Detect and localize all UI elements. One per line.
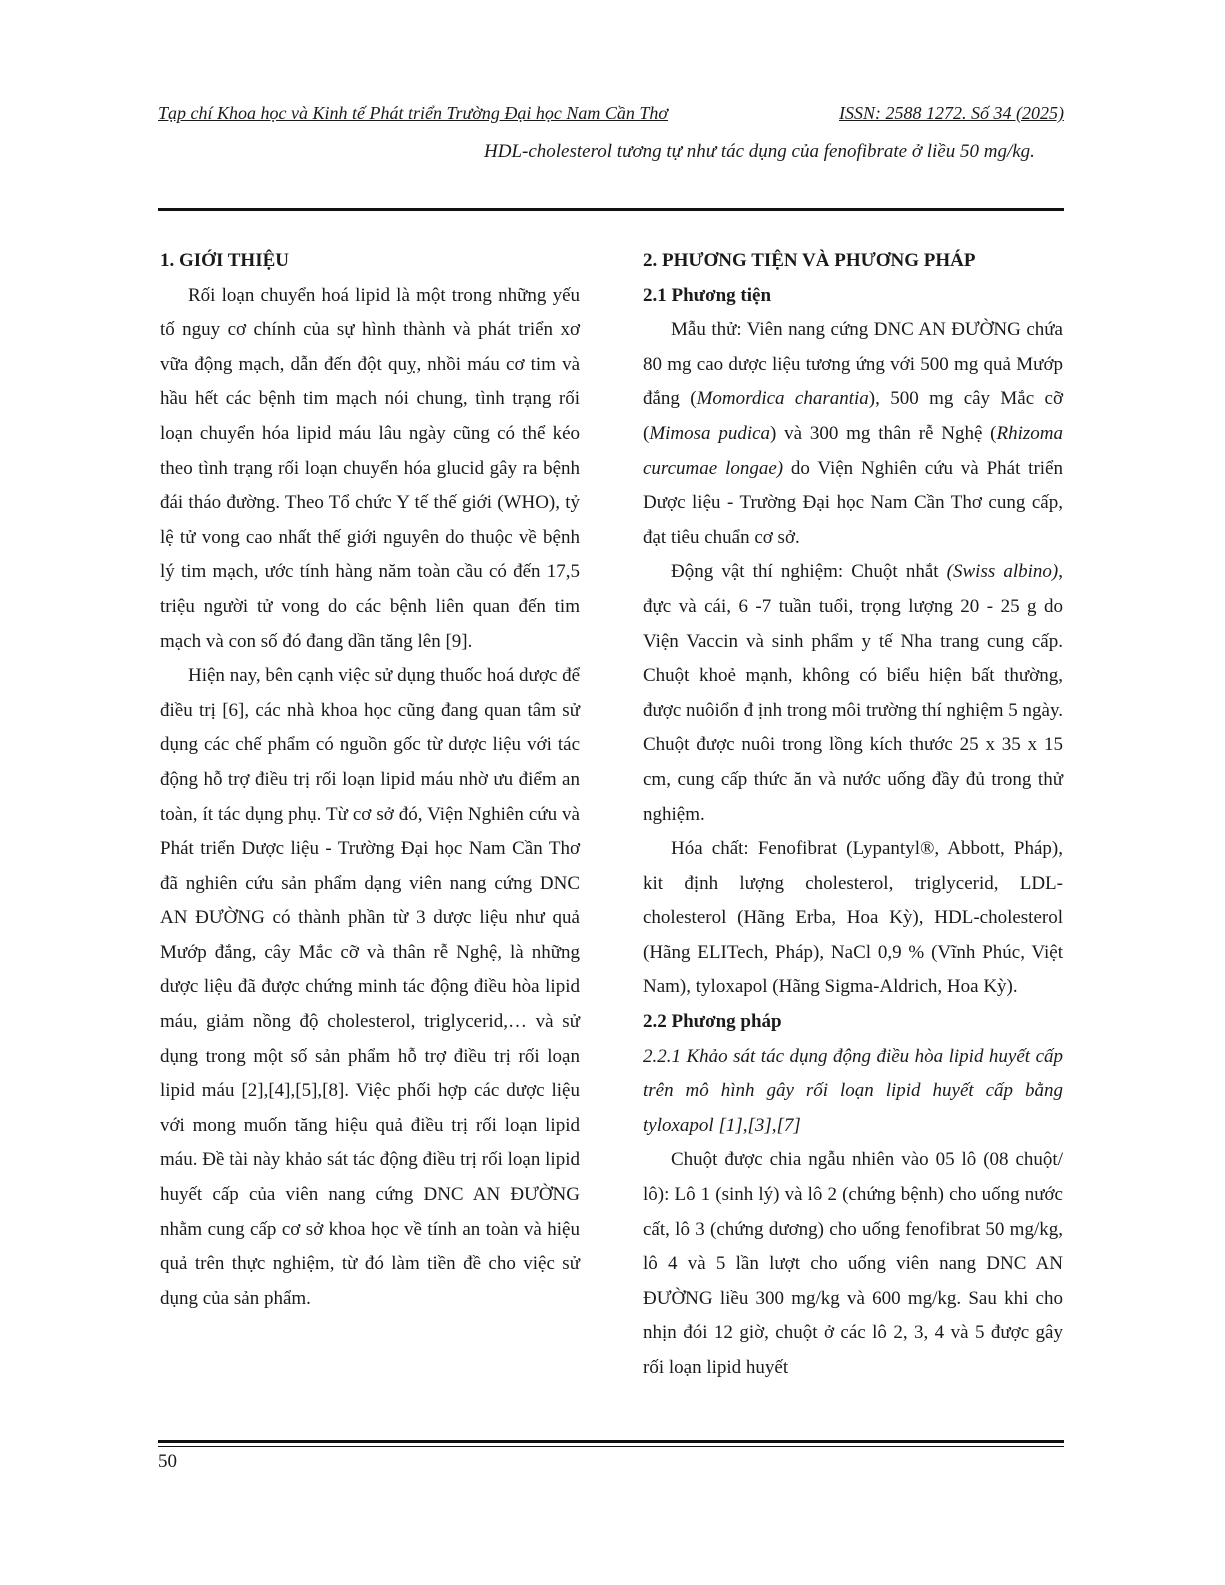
text-run: Động vật thí nghiệm: Chuột nhắt <box>671 561 947 583</box>
text-run: , đực và cái, 6 -7 tuần tuổi, trọng lượng 20 - 25 g do Viện Vaccin và sinh phẩm y tế Nha trang cung cấp. Chuột khoẻ mạnh, không có biểu hiện bất thường, được nuôiổn đ ịnh trong môi trường thí nghiệm 5 ngày. Chuột được nuôi trong lồng kích thước 25 x 35 x 15 cm, cung cấp thức ăn và nước uống đầy đủ trong thử nghiệm. <box>643 561 1063 825</box>
species-name: Momordica charantia <box>696 388 869 410</box>
materials-chemicals-paragraph: Hóa chất: Fenofibrat (Lypantyl®, Abbott, Pháp), kit định lượng cholesterol, triglycerid, LDL-cholesterol (Hãng Erba, Hoa Kỳ), HDL-cholesterol (Hãng ELITech, Pháp), NaCl 0,9 % (Vĩnh Phúc, Việt Nam), tyloxapol (Hãng Sigma-Aldrich, Hoa Kỳ). <box>643 838 1063 998</box>
header-rule <box>158 208 1064 211</box>
materials-animals-paragraph <box>643 555 1063 832</box>
materials-sample-paragraph <box>643 313 1063 555</box>
abstract-text: HDL-cholesterol tương tự như tác dụng của fenofibrate ở liều 50 mg/kg. <box>484 141 1035 162</box>
subsection-title-methods: 2.2 Phương pháp <box>643 1011 782 1033</box>
text-run: do Viện Nghiên cứu và Phát triển Dược liệu - Trường Đại học Nam Cần Thơ cung cấp, đạt tiêu chuẩn cơ sở. <box>643 457 1063 548</box>
species-name: Mimosa pudica <box>649 422 771 444</box>
subsubsection-title: 2.2.1 Khảo sát tác dụng động điều hòa lipid huyết cấp trên mô hình gây rối loạn lipid huyết cấp bằng tyloxapol [1],[3],[7] <box>643 1045 1063 1136</box>
running-header <box>158 100 1064 126</box>
section-title-intro: 1. GIỚI THIỆU <box>160 250 289 271</box>
intro-paragraph-1: Rối loạn chuyển hoá lipid là một trong những yếu tố nguy cơ chính của sự hình thành và phát triển xơ vữa động mạch, dẫn đến đột quỵ, nhồi máu cơ tim và hầu hết các bệnh tim mạch nói chung, tình trạng rối loạn chuyển hóa lipid máu lâu ngày cũng có thể kéo theo tình trạng rối loạn chuyển hóa glucid gây ra bệnh đái tháo đường. Theo Tổ chức Y tế thế giới (WHO), tỷ lệ tử vong cao nhất thế giới nguyên do thuộc về bệnh lý tim mạch, ước tính hàng năm toàn cầu có đến 17,5 triệu người tử vong do các bệnh liên quan đến tim mạch và con số đó đang dần tăng lên [9]. <box>160 284 580 652</box>
right-column <box>643 244 1063 1386</box>
abstract-tail <box>484 135 1064 169</box>
text-run: Mẫu thử: Viên nang cứng DNC AN ĐƯỜNG chứa 80 mg cao dược liệu tương ứng với 500 mg quả Mướp đắng ( <box>643 319 1063 410</box>
page-number: 50 <box>158 1451 177 1472</box>
intro-paragraph-2: Hiện nay, bên cạnh việc sử dụng thuốc hoá dược để điều trị [6], các nhà khoa học cũng đang quan tâm sử dụng các chế phẩm có nguồn gốc từ dược liệu với tác động hỗ trợ điều trị rối loạn lipid máu nhờ ưu điểm an toàn, ít tác dụng phụ. Từ cơ sở đó, Viện Nghiên cứu và Phát triển Dược liệu - Trường Đại học Nam Cần Thơ đã nghiên cứu sản phẩm dạng viên nang cứng DNC AN ĐƯỜNG có thành phần từ 3 dược liệu như quả Mướp đắng, cây Mắc cỡ và thân rễ Nghệ, là những dược liệu đã được chứng minh tác động điều hòa lipid máu, giảm nồng độ cholesterol, triglycerid,… và sử dụng trong một số sản phẩm hỗ trợ điều trị rối loạn lipid máu [2],[4],[5],[8]. Việc phối hợp các dược liệu với mong muốn tăng hiệu quả điều trị rối loạn lipid máu. Đề tài này khảo sát tác động điều trị rối loạn lipid huyết cấp của viên nang cứng DNC AN ĐƯỜNG nhằm cung cấp cơ sở khoa học về tính an toàn và hiệu quả trên thực nghiệm, từ đó làm tiền đề cho việc sử dụng của sản phẩm. <box>160 665 580 1309</box>
text-run: ) và 300 mg thân rễ Nghệ ( <box>770 422 997 444</box>
left-column <box>160 244 580 1316</box>
text-run: ), 500 mg cây Mắc cỡ ( <box>643 388 1063 444</box>
species-name: Rhizoma curcumae longae) <box>643 422 1063 479</box>
footer-rule-thin <box>158 1446 1064 1447</box>
issn-label: ISSN: 2588 1272. Số 34 (2025) <box>839 103 1064 123</box>
section-title-methods: 2. PHƯƠNG TIỆN VÀ PHƯƠNG PHÁP <box>643 250 976 271</box>
methods-paragraph: Chuột được chia ngẫu nhiên vào 05 lô (08 chuột/ lô): Lô 1 (sinh lý) và lô 2 (chứng bệnh) cho uống nước cất, lô 3 (chứng dương) cho uống fenofibrat 50 mg/kg, lô 4 và 5 lần lượt cho uống viên nang DNC AN ĐƯỜNG liều 300 mg/kg và 600 mg/kg. Sau khi cho nhịn đói 12 giờ, chuột ở các lô 2, 3, 4 và 5 được gây rối loạn lipid huyết <box>643 1149 1063 1378</box>
journal-title: Tạp chí Khoa học và Kinh tế Phát triển Trường Đại học Nam Cần Thơ <box>158 103 669 123</box>
footer-rule <box>158 1440 1064 1443</box>
subsection-title-materials: 2.1 Phương tiện <box>643 284 772 306</box>
species-name: (Swiss albino) <box>946 561 1059 583</box>
